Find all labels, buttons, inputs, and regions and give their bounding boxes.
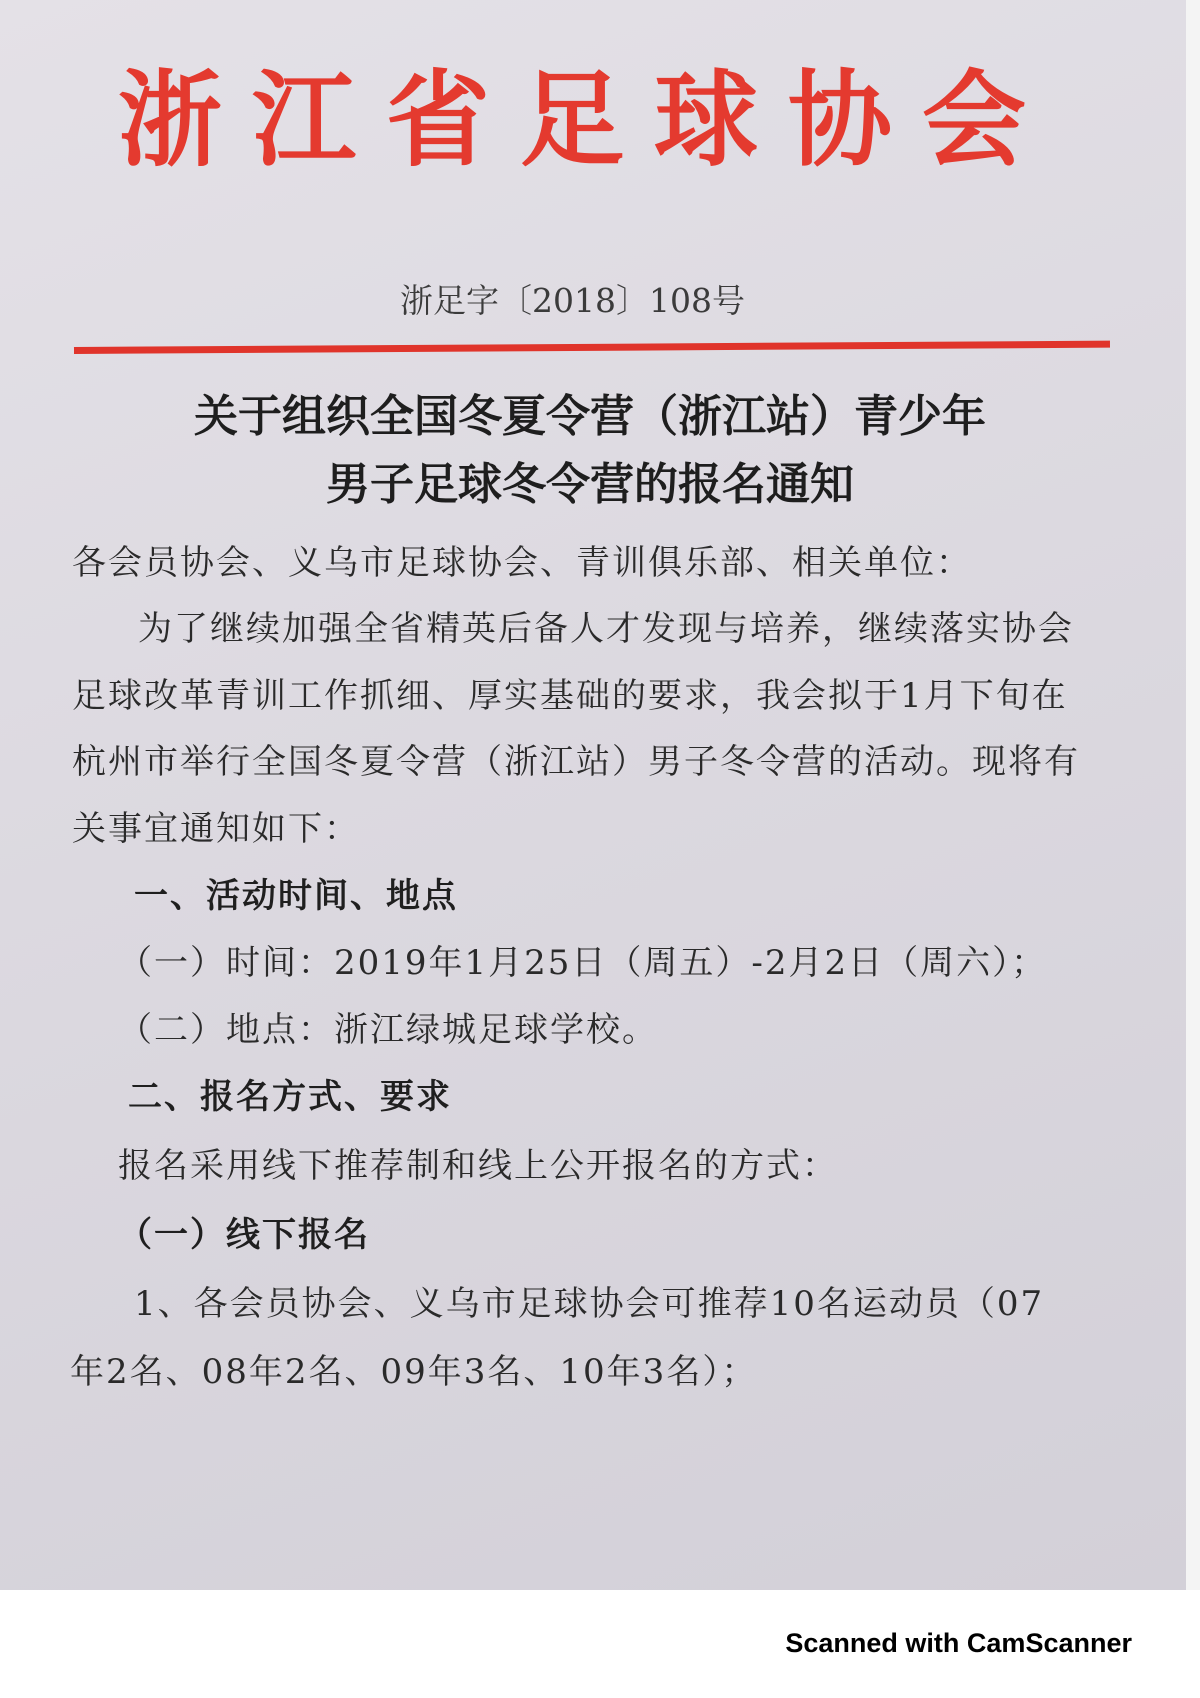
item-1-line-2: 年2名、08年2名、09年3名、10年3名）；: [70, 1352, 758, 1392]
salutation: 各会员协会、义乌市足球协会、青训俱乐部、相关单位：: [72, 543, 972, 583]
section-2-intro: 报名采用线下推荐制和线上公开报名的方式：: [118, 1146, 838, 1186]
issuer-letterhead: 浙江省足球协会: [118, 58, 1057, 181]
intro-line-1: 为了继续加强全省精英后备人才发现与培养，继续落实协会: [138, 609, 1074, 649]
section-2-heading: 二、报名方式、要求: [128, 1077, 452, 1117]
notice-title-line-1: 关于组织全国冬夏令营（浙江站）青少年: [194, 391, 986, 442]
document-number: 浙足字〔2018〕108号: [400, 281, 745, 320]
scan-margin: [1186, 0, 1200, 1590]
section-1-heading: 一、活动时间、地点: [134, 876, 458, 916]
red-divider-line: [74, 341, 1110, 354]
offline-registration-heading: （一）线下报名: [118, 1215, 370, 1255]
intro-line-4: 关事宜通知如下：: [72, 809, 360, 849]
intro-line-3: 杭州市举行全国冬夏令营（浙江站）男子冬令营的活动。现将有: [72, 742, 1080, 782]
notice-title-line-2: 男子足球冬令营的报名通知: [326, 459, 854, 510]
section-1-item-time: （一）时间：2019年1月25日（周五）-2月2日（周六）；: [118, 943, 1048, 983]
section-1-item-location: （二）地点：浙江绿城足球学校。: [118, 1010, 658, 1050]
item-1-line-1: 1、各会员协会、义乌市足球协会可推荐10名运动员（07: [134, 1284, 1045, 1324]
intro-line-2: 足球改革青训工作抓细、厚实基础的要求，我会拟于1月下旬在: [72, 676, 1068, 716]
camscanner-watermark: Scanned with CamScanner: [785, 1628, 1132, 1658]
